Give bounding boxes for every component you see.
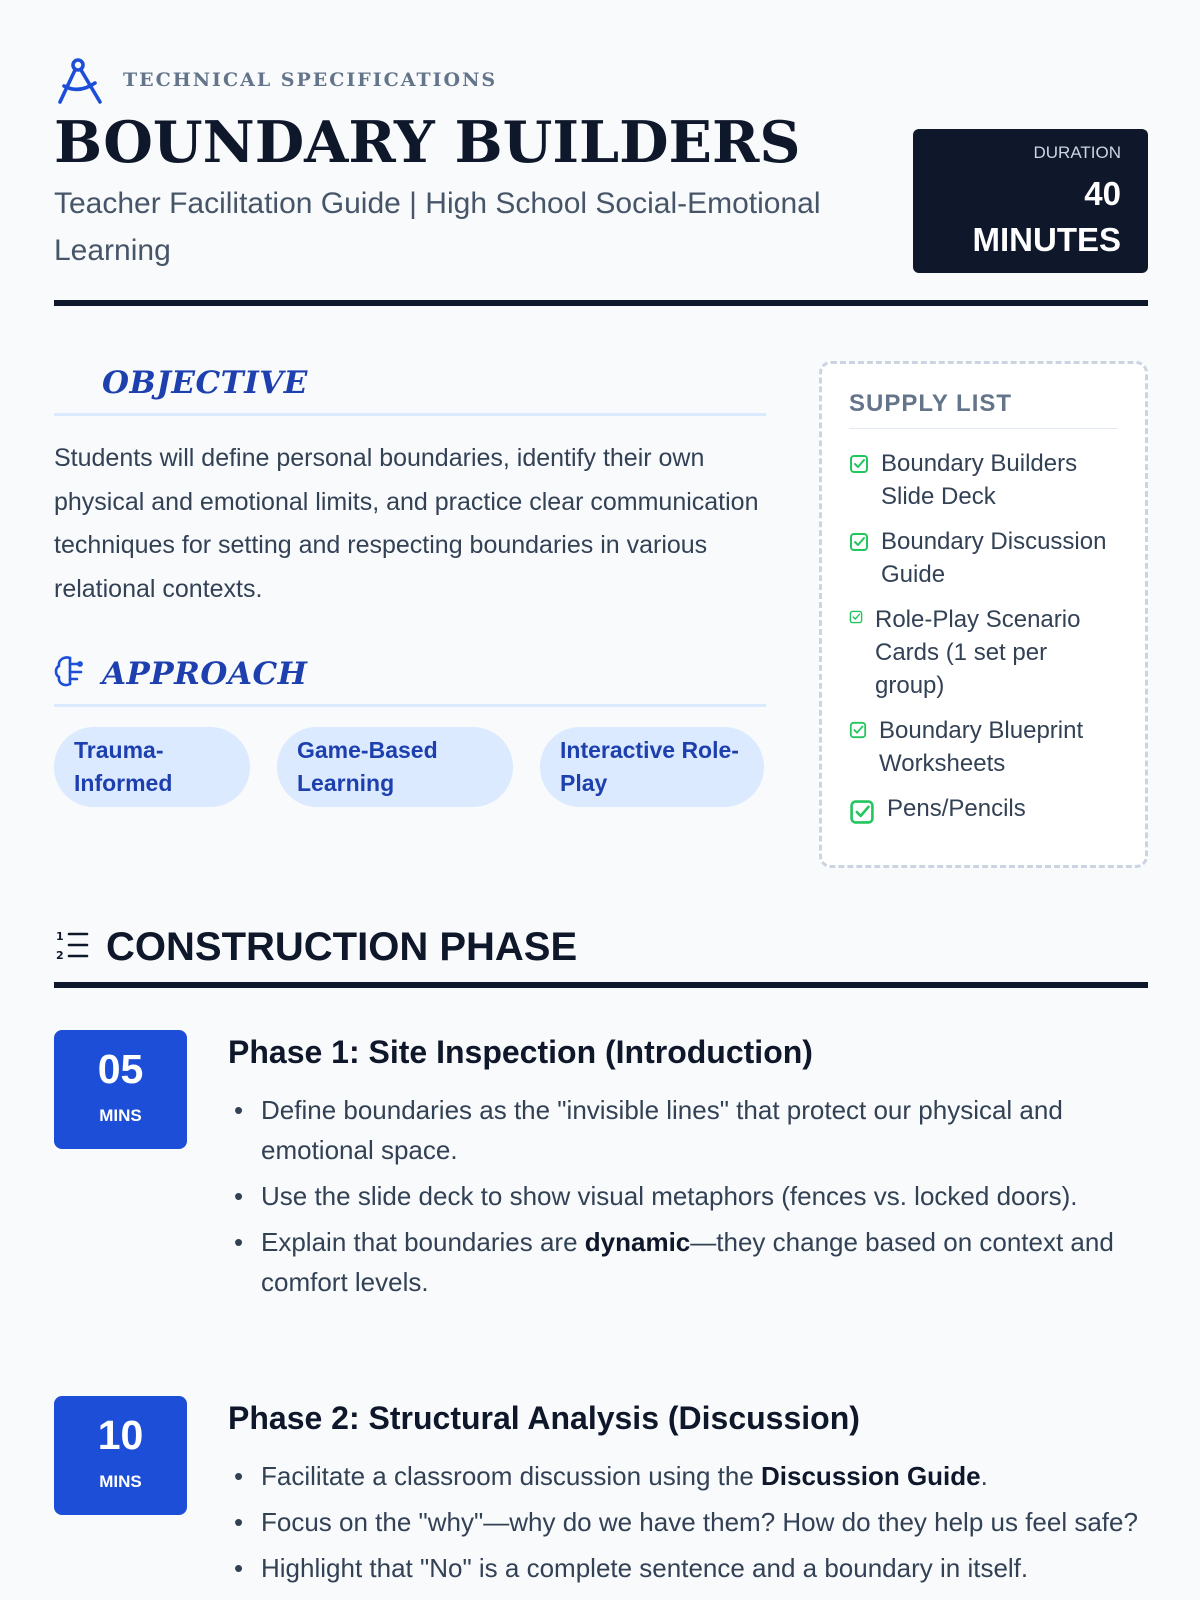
checkbox-checked-icon <box>849 792 875 830</box>
checkbox-checked-icon <box>849 714 867 744</box>
checkbox-checked-icon <box>849 447 869 479</box>
list-item: • Use the slide deck to show visual metaphors (fences vs. locked doors). <box>228 1176 1153 1216</box>
supply-item-label: Boundary Builders Slide Deck <box>881 450 1078 510</box>
phase-minutes: 10 <box>97 1412 144 1458</box>
construction-heading: CONSTRUCTION PHASE <box>106 925 578 969</box>
duration-value: 40 MINUTES <box>972 175 1121 258</box>
phase-minutes-unit: MINS <box>99 1472 142 1491</box>
supply-item <box>849 792 1118 830</box>
supply-item <box>849 447 1118 513</box>
brain-icon <box>54 654 86 693</box>
duration-label: DURATION <box>1033 143 1121 162</box>
duration-badge <box>913 129 1148 273</box>
construction-heading-row <box>54 925 577 970</box>
supply-item-label: Pens/Pencils <box>887 795 1026 822</box>
objective-heading: OBJECTIVE <box>102 365 308 401</box>
objective-divider <box>54 413 766 416</box>
supply-item-label: Boundary Discussion Guide <box>881 528 1107 588</box>
list-item: • Focus on the "why"—why do we have them? How do they help us feel safe? <box>228 1502 1153 1542</box>
checkbox-checked-icon <box>849 603 863 629</box>
checkbox-checked-icon <box>849 525 869 557</box>
supply-list-card <box>819 361 1148 868</box>
phase-duration-badge <box>54 1030 187 1149</box>
approach-heading-row <box>54 654 307 693</box>
page-title: BOUNDARY BUILDERS <box>54 109 801 176</box>
list-item: • Define boundaries as the "invisible lines" that protect our physical and emotional space. <box>228 1090 1153 1170</box>
supply-item-label: Role-Play Scenario Cards (1 set per group) <box>875 606 1081 699</box>
phase-minutes-unit: MINS <box>99 1106 142 1125</box>
phase-duration-badge <box>54 1396 187 1515</box>
svg-text:2: 2 <box>56 949 64 962</box>
approach-divider <box>54 704 766 707</box>
supply-item <box>849 714 1118 780</box>
construction-divider <box>54 982 1148 988</box>
approach-tags <box>54 727 764 807</box>
eyebrow <box>55 56 497 104</box>
phase-minutes: 05 <box>97 1046 144 1092</box>
list-item: • Facilitate a classroom discussion using the Discussion Guide. <box>228 1456 1153 1496</box>
list-item: • Highlight that "No" is a complete sentence and a boundary in itself. <box>228 1548 1153 1588</box>
svg-text:1: 1 <box>56 930 64 943</box>
approach-tag: Trauma-Informed <box>54 727 250 807</box>
supply-item <box>849 525 1118 591</box>
approach-heading: APPROACH <box>102 655 308 692</box>
supply-item <box>849 603 1118 702</box>
phase-bullets <box>228 1090 1153 1308</box>
compass-icon <box>55 56 103 104</box>
eyebrow-label: TECHNICAL SPECIFICATIONS <box>123 69 498 91</box>
page-subtitle: Teacher Facilitation Guide | High School Social-Emotional Learning <box>54 187 821 267</box>
objective-heading-row <box>102 365 308 401</box>
numbered-list-icon <box>54 928 90 967</box>
phase-title: Phase 2: Structural Analysis (Discussion) <box>228 1400 860 1436</box>
supply-item-label: Boundary Blueprint Worksheets <box>879 717 1084 777</box>
phase-bullets <box>228 1456 1153 1594</box>
phase-title: Phase 1: Site Inspection (Introduction) <box>228 1034 813 1070</box>
objective-text: Students will define personal boundaries, identify their own physical and emotional limits, and practice clear communication techniques for setting and respecting boundaries in various relational contexts. <box>54 444 759 603</box>
approach-tag: Game-Based Learning <box>277 727 513 807</box>
approach-tag: Interactive Role-Play <box>540 727 764 807</box>
header-divider <box>54 300 1148 306</box>
supply-list-heading: SUPPLY LIST <box>849 390 1118 429</box>
list-item: • Explain that boundaries are dynamic—they change based on context and comfort levels. <box>228 1222 1153 1302</box>
